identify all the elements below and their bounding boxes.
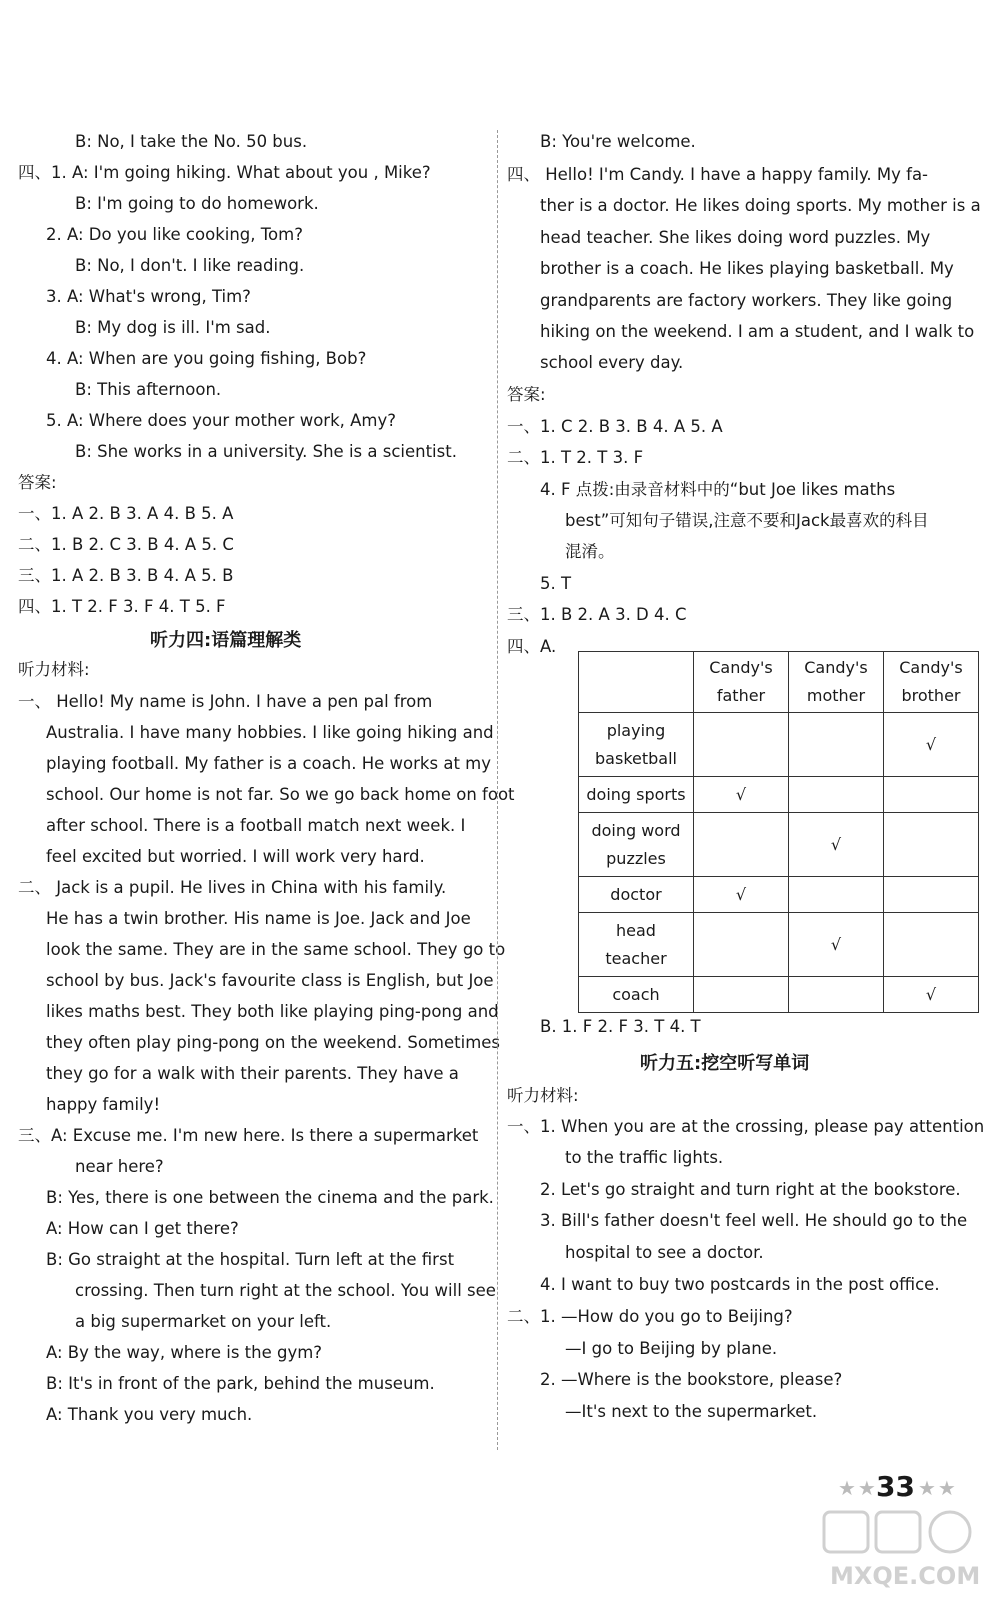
text-line: school. Our home is not far. So we go back home on foot	[46, 785, 515, 804]
text-line: grandparents are factory workers. They like going	[540, 291, 953, 310]
text-line: 4. A: When are you going fishing, Bob?	[46, 349, 367, 368]
watermark-logo-icon	[820, 1508, 990, 1594]
text-line: 二、1. B 2. C 3. B 4. A 5. C	[18, 535, 234, 554]
text-line: hospital to see a doctor.	[565, 1243, 764, 1262]
text-line: 5. A: Where does your mother work, Amy?	[46, 411, 397, 430]
text-line: brother is a coach. He likes playing basketball. My	[540, 259, 954, 278]
text-line: A: Thank you very much.	[46, 1405, 253, 1424]
check-mark-cell	[694, 713, 789, 777]
text-line: near here?	[75, 1157, 164, 1176]
text-line: —I go to Beijing by plane.	[565, 1339, 778, 1358]
section-heading: 听力五:挖空听写单词	[640, 1053, 810, 1074]
text-line: 混淆。	[565, 542, 615, 561]
column-divider	[497, 130, 498, 1450]
text-line: B: My dog is ill. I'm sad.	[75, 318, 271, 337]
text-line: A: How can I get there?	[46, 1219, 239, 1238]
text-line: 3. Bill's father doesn't feel well. He should go to the	[540, 1211, 968, 1230]
table-corner-cell	[579, 652, 694, 713]
text-line: 四、1. T 2. F 3. F 4. T 5. F	[18, 597, 226, 616]
check-mark-cell: √	[694, 877, 789, 913]
text-line: B: It's in front of the park, behind the museum.	[46, 1374, 435, 1393]
text-line: B: This afternoon.	[75, 380, 222, 399]
text-line: hiking on the weekend. I am a student, and I walk to	[540, 322, 975, 341]
table-row	[579, 813, 979, 877]
text-line: likes maths best. They both like playing ping-pong and	[46, 1002, 499, 1021]
table-header-cell: Candy's mother	[789, 652, 884, 713]
text-line: B. 1. F 2. F 3. T 4. T	[540, 1017, 701, 1036]
table-row-label: head teacher	[579, 913, 694, 977]
text-line: look the same. They are in the same school. They go to	[46, 940, 506, 959]
text-line: 3. A: What's wrong, Tim?	[46, 287, 251, 306]
text-line: A: By the way, where is the gym?	[46, 1343, 323, 1362]
text-line: 二、 Jack is a pupil. He lives in China with his family.	[18, 878, 447, 897]
text-line: 三、A: Excuse me. I'm new here. Is there a supermarket	[18, 1126, 479, 1145]
text-line: school by bus. Jack's favourite class is English, but Joe	[46, 971, 494, 990]
text-line: 答案:	[18, 473, 57, 492]
star-icon-right: ★★	[918, 1476, 958, 1500]
check-mark-cell	[884, 913, 979, 977]
table-row	[579, 777, 979, 813]
table-row	[579, 713, 979, 777]
check-mark-cell	[789, 713, 884, 777]
check-mark-cell: √	[694, 777, 789, 813]
text-line: they go for a walk with their parents. They have a	[46, 1064, 459, 1083]
text-line: 四、A.	[507, 637, 557, 656]
page-number: 33	[876, 1470, 915, 1503]
table-row-label: doing word puzzles	[579, 813, 694, 877]
check-mark-cell	[789, 977, 884, 1013]
table-row	[579, 913, 979, 977]
table-row-label: doing sports	[579, 777, 694, 813]
table-row-label: playing basketball	[579, 713, 694, 777]
table-header-cell: Candy's brother	[884, 652, 979, 713]
text-line: playing football. My father is a coach. He works at my	[46, 754, 491, 773]
text-line: 2. —Where is the bookstore, please?	[540, 1370, 843, 1389]
check-mark-cell	[884, 777, 979, 813]
answer-table	[578, 651, 979, 1013]
check-mark-cell: √	[789, 813, 884, 877]
text-line: 三、1. A 2. B 3. B 4. A 5. B	[18, 566, 234, 585]
text-line: B: No, I take the No. 50 bus.	[75, 132, 308, 151]
text-line: 2. Let's go straight and turn right at the bookstore.	[540, 1180, 961, 1199]
text-line: B: She works in a university. She is a scientist.	[75, 442, 457, 461]
text-line: 4. F 点拨:由录音材料中的“but Joe likes maths	[540, 480, 896, 499]
text-line: ther is a doctor. He likes doing sports. My mother is a	[540, 196, 981, 215]
section-heading: 听力四:语篇理解类	[150, 630, 302, 651]
table-row-label: coach	[579, 977, 694, 1013]
check-mark-cell: √	[884, 713, 979, 777]
text-line: 一、1. C 2. B 3. B 4. A 5. A	[507, 417, 723, 436]
text-line: —It's next to the supermarket.	[565, 1402, 818, 1421]
text-line: 四、1. A: I'm going hiking. What about you , Mike?	[18, 163, 431, 182]
check-mark-cell: √	[884, 977, 979, 1013]
watermark-text: MXQE.COM	[830, 1562, 981, 1590]
text-line: school every day.	[540, 353, 684, 372]
text-line: 听力材料:	[18, 660, 90, 679]
text-line: 5. T	[540, 574, 572, 593]
text-line: 一、 Hello! My name is John. I have a pen pal from	[18, 692, 433, 711]
check-mark-cell	[694, 977, 789, 1013]
text-line: happy family!	[46, 1095, 161, 1114]
text-line: Australia. I have many hobbies. I like going hiking and	[46, 723, 494, 742]
text-line: 四、 Hello! I'm Candy. I have a happy family. My fa-	[507, 165, 929, 184]
text-line: B: No, I don't. I like reading.	[75, 256, 305, 275]
star-icon-left: ★★	[838, 1476, 878, 1500]
text-line: He has a twin brother. His name is Joe. Jack and Joe	[46, 909, 471, 928]
check-mark-cell	[694, 913, 789, 977]
text-line: 三、1. B 2. A 3. D 4. C	[507, 605, 687, 624]
text-line: after school. There is a football match next week. I	[46, 816, 466, 835]
text-line: B: I'm going to do homework.	[75, 194, 319, 213]
text-line: a big supermarket on your left.	[75, 1312, 332, 1331]
text-line: B: Go straight at the hospital. Turn left at the first	[46, 1250, 455, 1269]
table-header-cell: Candy's father	[694, 652, 789, 713]
text-line: they often play ping-pong on the weekend. Sometimes	[46, 1033, 501, 1052]
check-mark-cell: √	[789, 913, 884, 977]
text-line: crossing. Then turn right at the school. You will see	[75, 1281, 496, 1300]
text-line: 2. A: Do you like cooking, Tom?	[46, 225, 303, 244]
text-line: 二、1. T 2. T 3. F	[507, 448, 644, 467]
check-mark-cell	[789, 777, 884, 813]
text-line: 一、1. A 2. B 3. A 4. B 5. A	[18, 504, 234, 523]
text-line: B: You're welcome.	[540, 132, 696, 151]
text-line: 答案:	[507, 385, 546, 404]
text-line: to the traffic lights.	[565, 1148, 724, 1167]
text-line: 4. I want to buy two postcards in the post office.	[540, 1275, 940, 1294]
text-line: 听力材料:	[507, 1086, 579, 1105]
text-line: best”可知句子错误,注意不要和Jack最喜欢的科目	[565, 511, 929, 530]
text-line: head teacher. She likes doing word puzzles. My	[540, 228, 931, 247]
table-row	[579, 977, 979, 1013]
text-line: feel excited but worried. I will work very hard.	[46, 847, 425, 866]
check-mark-cell	[884, 877, 979, 913]
text-line: B: Yes, there is one between the cinema and the park.	[46, 1188, 494, 1207]
check-mark-cell	[694, 813, 789, 877]
text-line: 一、1. When you are at the crossing, please pay attention	[507, 1117, 985, 1136]
table-row-label: doctor	[579, 877, 694, 913]
text-line: 二、1. —How do you go to Beijing?	[507, 1307, 793, 1326]
check-mark-cell	[789, 877, 884, 913]
table-row	[579, 877, 979, 913]
check-mark-cell	[884, 813, 979, 877]
